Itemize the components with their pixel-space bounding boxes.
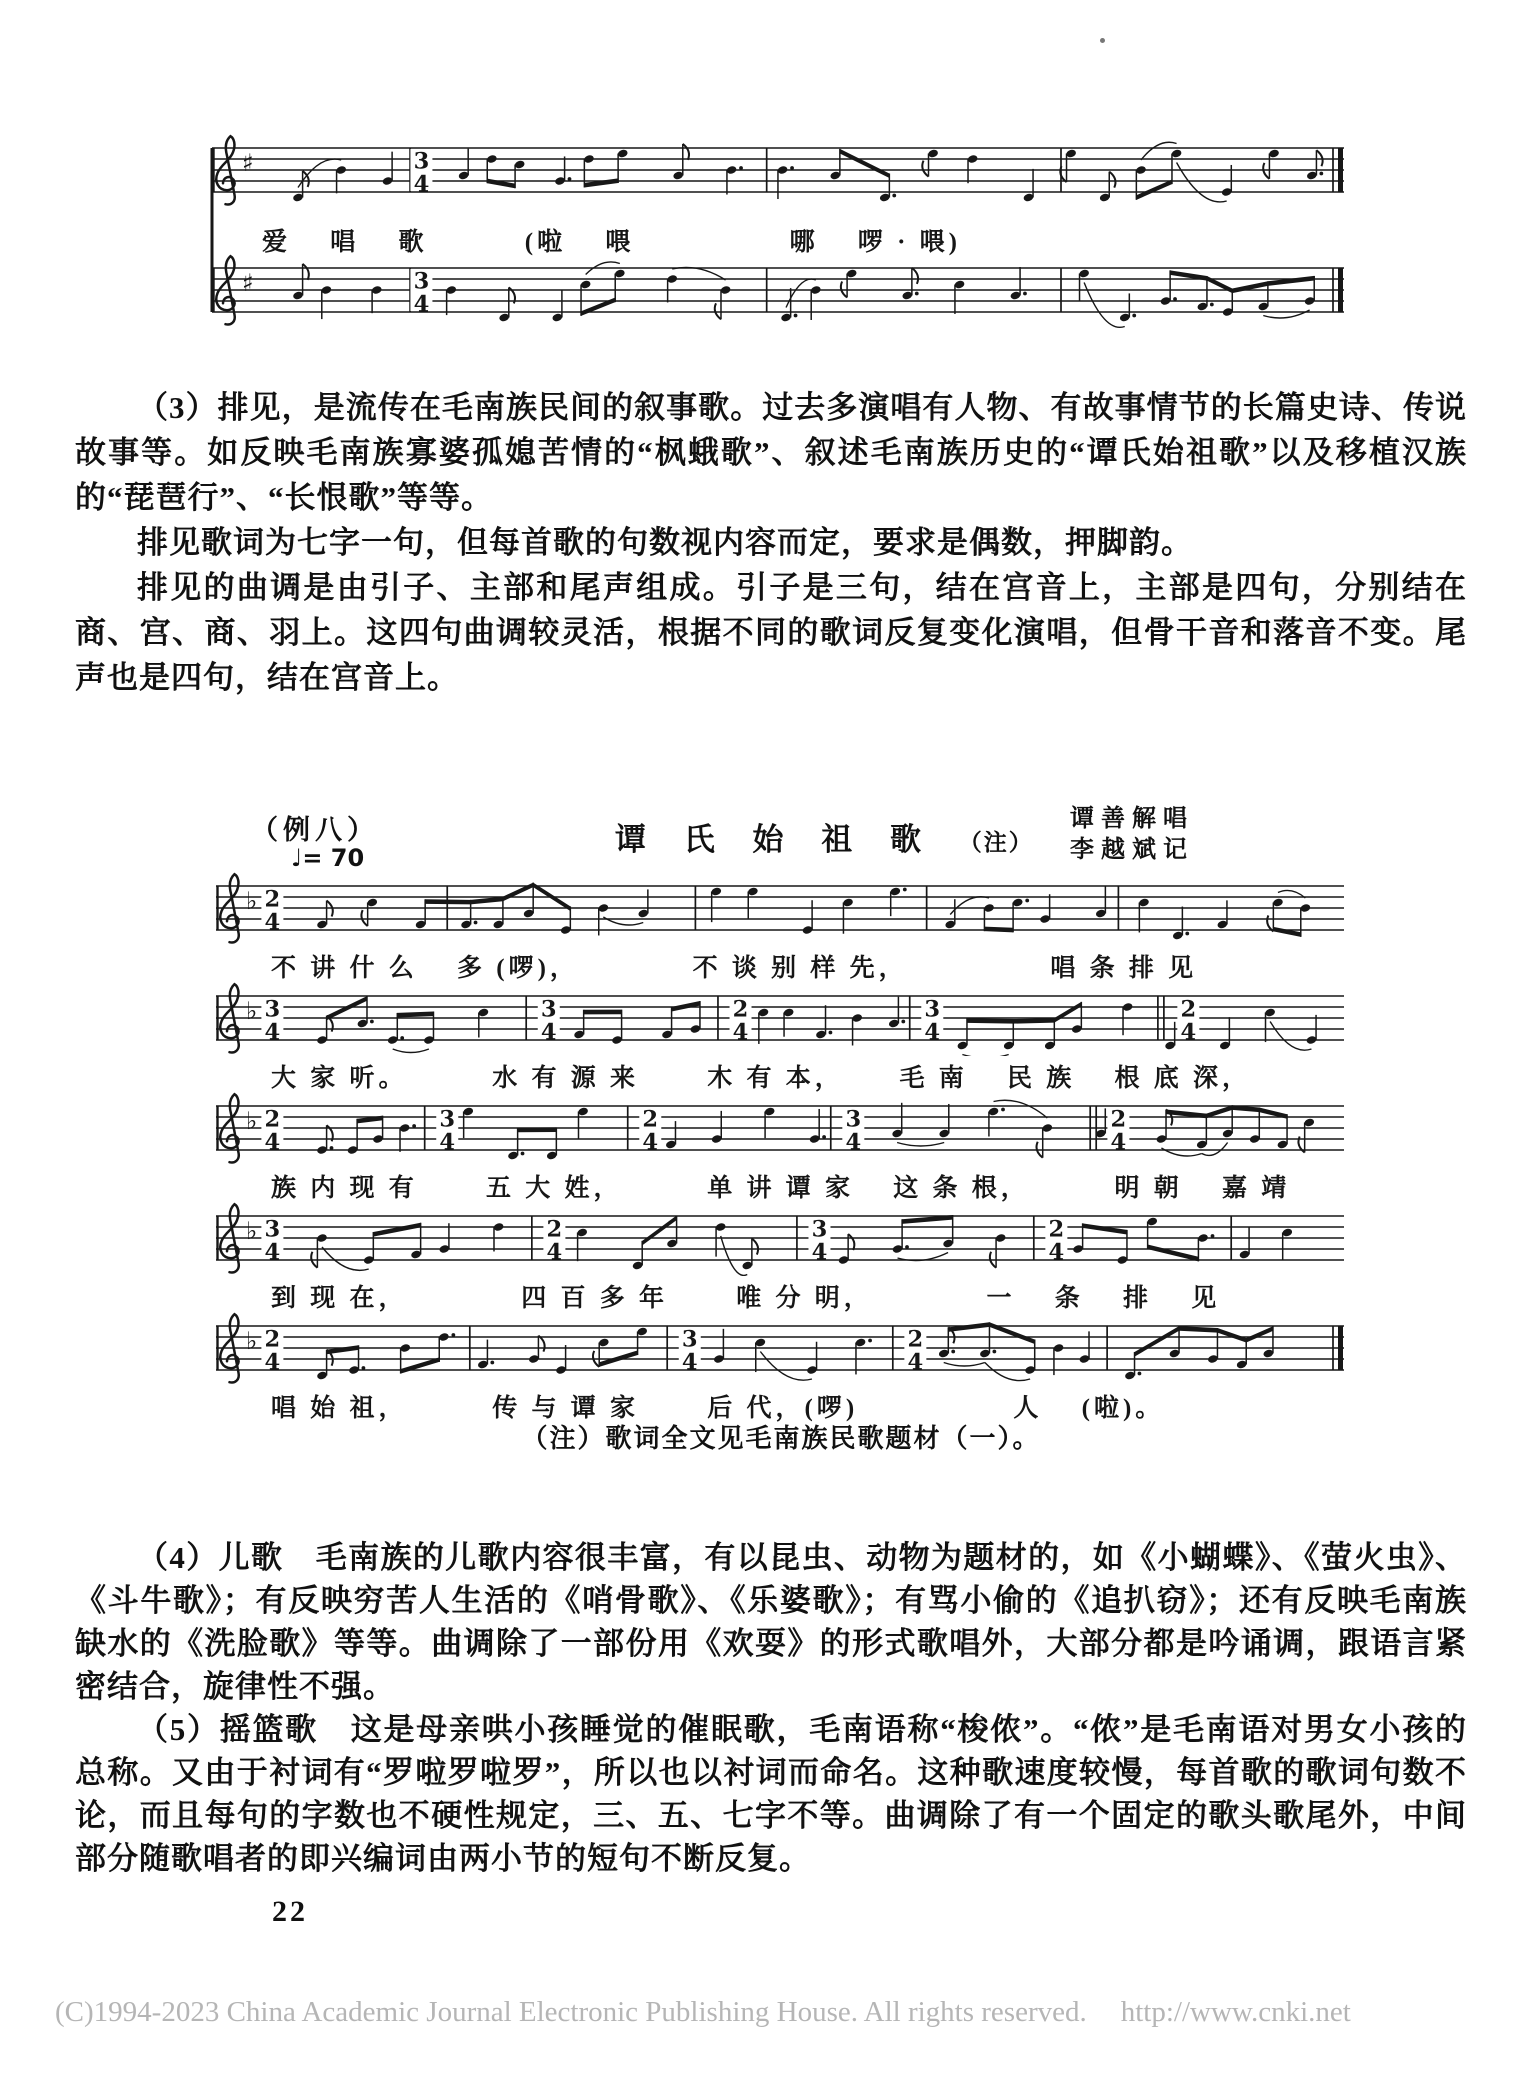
- svg-text:4: 4: [264, 1349, 281, 1376]
- credit-recorder: 李越斌记: [1070, 837, 1194, 863]
- svg-text:3: 3: [845, 1106, 862, 1133]
- svg-text:3: 3: [681, 1326, 698, 1353]
- score-tanshi-shizu-ge: [215, 800, 1347, 1490]
- staff-system-4: [215, 1200, 1347, 1312]
- staff-notation: [215, 870, 1347, 946]
- svg-text:2: 2: [642, 1106, 659, 1133]
- svg-text:3: 3: [924, 996, 941, 1023]
- svg-text:4: 4: [642, 1129, 659, 1156]
- paragraph-5: （5）摇篮歌 这是母亲哄小孩睡觉的催眠歌，毛南语称“梭侬”。“侬”是毛南语对男女小孩的总称。又由于衬词有“罗啦罗啦罗”，所以也以衬词而命名。这种歌速度较慢，每首歌的歌词句数不论，而且每句的字数也不硬性规定，三、五、七字不等。曲调除了有一个固定的歌头歌尾外，中间部分随歌唱者的即兴编词由两小节的短句不断反复。: [75, 1712, 1467, 1876]
- svg-text:2: 2: [1180, 996, 1197, 1023]
- svg-text:2: 2: [1110, 1106, 1127, 1133]
- svg-text:4: 4: [845, 1129, 862, 1156]
- credit-singer: 谭善解唱: [1070, 806, 1194, 832]
- svg-text:3: 3: [439, 1106, 456, 1133]
- svg-text:♭: ♭: [246, 887, 258, 916]
- lyrics-line-5: 唱 始 祖， 传 与 谭 家 后 代，(啰) 人 (啦)。: [271, 1395, 1165, 1422]
- svg-text:♭: ♭: [246, 1327, 258, 1356]
- svg-text:4: 4: [907, 1349, 924, 1376]
- svg-text:4: 4: [924, 1019, 941, 1046]
- scan-speck: [1100, 38, 1105, 43]
- staff-system-1: [215, 870, 1347, 982]
- svg-text:♭: ♭: [246, 997, 258, 1026]
- svg-text:4: 4: [540, 1019, 557, 1046]
- music-example-top: [210, 100, 1350, 355]
- score-footnote: （注）歌词全文见毛南族民歌题材（一）。: [521, 1424, 1041, 1453]
- staff-notation: [215, 1090, 1347, 1166]
- lyrics-line-3: 族 内 现 有 五 大 姓， 单 讲 谭 家 这 条 根， 明 朝 嘉 靖: [271, 1175, 1291, 1202]
- svg-text:4: 4: [732, 1019, 749, 1046]
- copyright-text: (C)1994-2023 China Academic Journal Electronic Publishing House. All rights reserved.: [55, 1996, 1087, 2028]
- svg-text:4: 4: [1180, 1019, 1197, 1046]
- svg-text:4: 4: [413, 171, 430, 198]
- lyrics-line-2: 大 家 听。 水 有 源 来 木 有 本， 毛 南 民 族 根 底 深，: [271, 1065, 1252, 1092]
- paragraph-3: （3）排见，是流传在毛南族民间的叙事歌。过去多演唱有人物、有故事情节的长篇史诗、传说故事等。如反映毛南族寡婆孤媳苦情的“枫蛾歌”、叙述毛南族历史的“谭氏始祖歌”以及移植汉族的“琵琶行”、“长恨歌”等等。: [75, 390, 1467, 515]
- paragraph-3-melody: 排见的曲调是由引子、主部和尾声组成。引子是三句，结在宫音上，主部是四句，分别结在商、宫、商、羽上。这四句曲调较灵活，根据不同的歌词反复变化演唱，但骨干音和落音不变。尾声也是四句，结在宫音上。: [75, 570, 1467, 695]
- svg-text:2: 2: [264, 1326, 281, 1353]
- svg-text:4: 4: [546, 1239, 563, 1266]
- score-credits: [1070, 804, 1194, 866]
- staff-system-3: [215, 1090, 1347, 1202]
- staff-notation: [215, 980, 1347, 1056]
- svg-text:4: 4: [681, 1349, 698, 1376]
- svg-text:4: 4: [811, 1239, 828, 1266]
- svg-text:4: 4: [264, 1129, 281, 1156]
- paragraph-3-words: 排见歌词为七字一句，但每首歌的句数视内容而定，要求是偶数，押脚韵。: [137, 525, 1193, 560]
- example-label: （例八）: [251, 815, 379, 845]
- svg-text:2: 2: [732, 996, 749, 1023]
- svg-text:3: 3: [264, 996, 281, 1023]
- page-number: 22: [272, 1895, 308, 1928]
- staff-notation: [215, 1200, 1347, 1276]
- text-block-erge-yaolange: [75, 1536, 1467, 1880]
- staff-notation: [215, 1310, 1347, 1386]
- svg-text:3: 3: [413, 148, 430, 175]
- svg-text:♯: ♯: [242, 149, 254, 178]
- svg-text:2: 2: [907, 1326, 924, 1353]
- tempo-marking: ♩= 70: [291, 844, 365, 872]
- score-title: 谭 氏 始 祖 歌: [615, 822, 936, 857]
- lyrics-line-1: 不 讲 什 么 多 (啰)， 不 谈 别 样 先， 唱 条 排 见: [271, 955, 1198, 982]
- svg-text:3: 3: [264, 1216, 281, 1243]
- footer-copyright: [55, 1996, 1351, 2029]
- lyrics-line-top: 爱 唱 歌 (啦 喂 哪 啰 · 喂): [262, 229, 961, 256]
- svg-text:4: 4: [1048, 1239, 1065, 1266]
- score-note-ref: （注）: [958, 830, 1034, 855]
- svg-text:4: 4: [264, 1239, 281, 1266]
- text-block-paijian: [75, 385, 1467, 700]
- svg-text:4: 4: [1110, 1129, 1127, 1156]
- svg-text:4: 4: [264, 909, 281, 936]
- paragraph-4: （4）儿歌 毛南族的儿歌内容很丰富，有以昆虫、动物为题材的，如《小蝴蝶》、《萤火虫》、《斗牛歌》；有反映穷苦人生活的《哨骨歌》、《乐婆歌》；有骂小偷的《追扒窃》；还有反映毛南族缺水的《洗脸歌》等等。曲调除了一部份用《欢耍》的形式歌唱外，大部分都是吟诵调，跟语言紧密结合，旋律性不强。: [75, 1540, 1467, 1704]
- svg-text:3: 3: [811, 1216, 828, 1243]
- svg-text:3: 3: [540, 996, 557, 1023]
- lyrics-line-4: 到 现 在， 四 百 多 年 唯 分 明， 一 条 排 见: [271, 1285, 1221, 1312]
- svg-text:3: 3: [413, 268, 430, 295]
- staff-system-5: [215, 1310, 1347, 1422]
- staff-system-2: [215, 980, 1347, 1092]
- svg-text:4: 4: [439, 1129, 456, 1156]
- svg-text:♭: ♭: [246, 1107, 258, 1136]
- svg-text:4: 4: [264, 1019, 281, 1046]
- svg-text:♭: ♭: [246, 1217, 258, 1246]
- svg-text:2: 2: [546, 1216, 563, 1243]
- svg-text:2: 2: [264, 1106, 281, 1133]
- svg-text:4: 4: [413, 291, 430, 318]
- svg-text:2: 2: [1048, 1216, 1065, 1243]
- score-title-row: [615, 814, 1034, 859]
- svg-text:♯: ♯: [242, 269, 254, 298]
- cnki-url: http://www.cnki.net: [1120, 1996, 1351, 2028]
- svg-text:2: 2: [264, 886, 281, 913]
